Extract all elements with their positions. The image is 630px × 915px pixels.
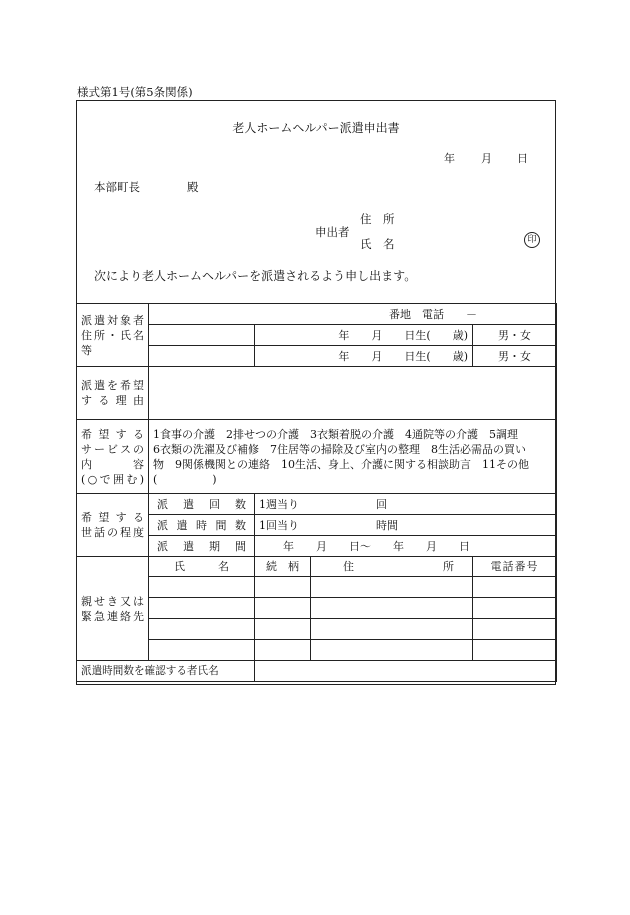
reason-row — [77, 367, 557, 420]
form-number: 様式第1号(第5条関係) — [77, 85, 193, 99]
target-name-field-2[interactable] — [149, 346, 255, 367]
contact-address-cell[interactable] — [311, 598, 473, 619]
care-hours-row — [77, 515, 557, 536]
service-line-2: 6衣類の洗濯及び補修 7住居等の掃除及び室内の整理 8生活必需品の買い — [153, 442, 526, 456]
service-line-3: 物 9関係機関との連絡 10生活、身上、介護に関する相談助言 11その他 — [153, 457, 529, 471]
target-row-1 — [77, 304, 557, 325]
service-options[interactable] — [149, 420, 557, 494]
service-row — [77, 420, 557, 494]
date-year: 年 — [444, 152, 455, 165]
confirm-label: 派遣時間数を確認する者氏名 — [77, 661, 255, 682]
care-period-field[interactable]: 年 月 日～ 年 月 日 — [255, 536, 557, 557]
target-address-field[interactable]: 番地 電話 － — [149, 304, 557, 325]
contact-relation-cell[interactable] — [255, 598, 311, 619]
contact-label: 親せき又は 緊急連絡先 — [77, 557, 149, 661]
target-name-field-1[interactable] — [149, 325, 255, 346]
col-relation-header: 続 柄 — [255, 557, 311, 577]
col-address-header: 住 所 — [311, 557, 473, 577]
date-month: 月 — [481, 152, 492, 165]
care-count-label: 派遣回数 — [149, 494, 255, 515]
contact-address-cell[interactable] — [311, 577, 473, 598]
target-row-2 — [77, 325, 557, 346]
honorific: 殿 — [187, 180, 199, 194]
care-period-label: 派遣期間 — [149, 536, 255, 557]
contact-header-row — [77, 557, 557, 577]
date-day: 日 — [517, 152, 528, 165]
contact-phone-cell[interactable] — [473, 619, 557, 640]
form-table — [76, 303, 557, 682]
contact-name-cell[interactable] — [149, 577, 255, 598]
care-label: 希望する 世話の程度 — [77, 494, 149, 557]
confirm-row — [77, 661, 557, 682]
contact-phone-cell[interactable] — [473, 598, 557, 619]
care-count-field[interactable]: 1週当り 回 — [255, 494, 557, 515]
col-phone-header: 電話番号 — [473, 557, 557, 577]
contact-row — [77, 619, 557, 640]
target-label: 派遣対象者 住所・氏名 等 — [77, 304, 149, 367]
contact-name-cell[interactable] — [149, 619, 255, 640]
applicant-label: 申出者 — [315, 225, 350, 239]
care-hours-field[interactable]: 1回当り 時間 — [255, 515, 557, 536]
address-label: 住 所 — [360, 212, 395, 226]
contact-relation-cell[interactable] — [255, 640, 311, 661]
target-birth-2[interactable]: 年 月 日生( 歳) — [255, 346, 473, 367]
contact-phone-cell[interactable] — [473, 577, 557, 598]
contact-phone-cell[interactable] — [473, 640, 557, 661]
seal-mark: 印 — [524, 232, 540, 248]
target-row-3 — [77, 346, 557, 367]
form-title: 老人ホームヘルパー派遣申出書 — [232, 121, 400, 135]
care-period-row — [77, 536, 557, 557]
contact-name-cell[interactable] — [149, 640, 255, 661]
reason-field[interactable] — [149, 367, 557, 420]
target-birth-1[interactable]: 年 月 日生( 歳) — [255, 325, 473, 346]
col-name-header: 氏 名 — [149, 557, 255, 577]
contact-address-cell[interactable] — [311, 640, 473, 661]
contact-row — [77, 577, 557, 598]
contact-name-cell[interactable] — [149, 598, 255, 619]
care-count-row — [77, 494, 557, 515]
service-label: 希望する サービスの 内 容 (○で囲む) — [77, 420, 149, 494]
service-line-1: 1食事の介護 2排せつの介護 3衣類着脱の介護 4通院等の介護 5調理 — [153, 427, 518, 441]
reason-label: 派遣を希望 する理由 — [77, 367, 149, 420]
target-sex-2[interactable]: 男・女 — [473, 346, 557, 367]
contact-row — [77, 640, 557, 661]
confirm-field[interactable] — [255, 661, 557, 682]
contact-row — [77, 598, 557, 619]
contact-relation-cell[interactable] — [255, 577, 311, 598]
target-sex-1[interactable]: 男・女 — [473, 325, 557, 346]
request-text: 次により老人ホームヘルパーを派遣されるよう申し出ます。 — [94, 269, 417, 283]
contact-relation-cell[interactable] — [255, 619, 311, 640]
name-label: 氏 名 — [360, 237, 395, 251]
addressee: 本部町長 — [94, 180, 140, 194]
contact-address-cell[interactable] — [311, 619, 473, 640]
application-form — [76, 100, 556, 685]
care-hours-label: 派遣時間数 — [149, 515, 255, 536]
service-line-4: ( ) — [153, 472, 217, 486]
